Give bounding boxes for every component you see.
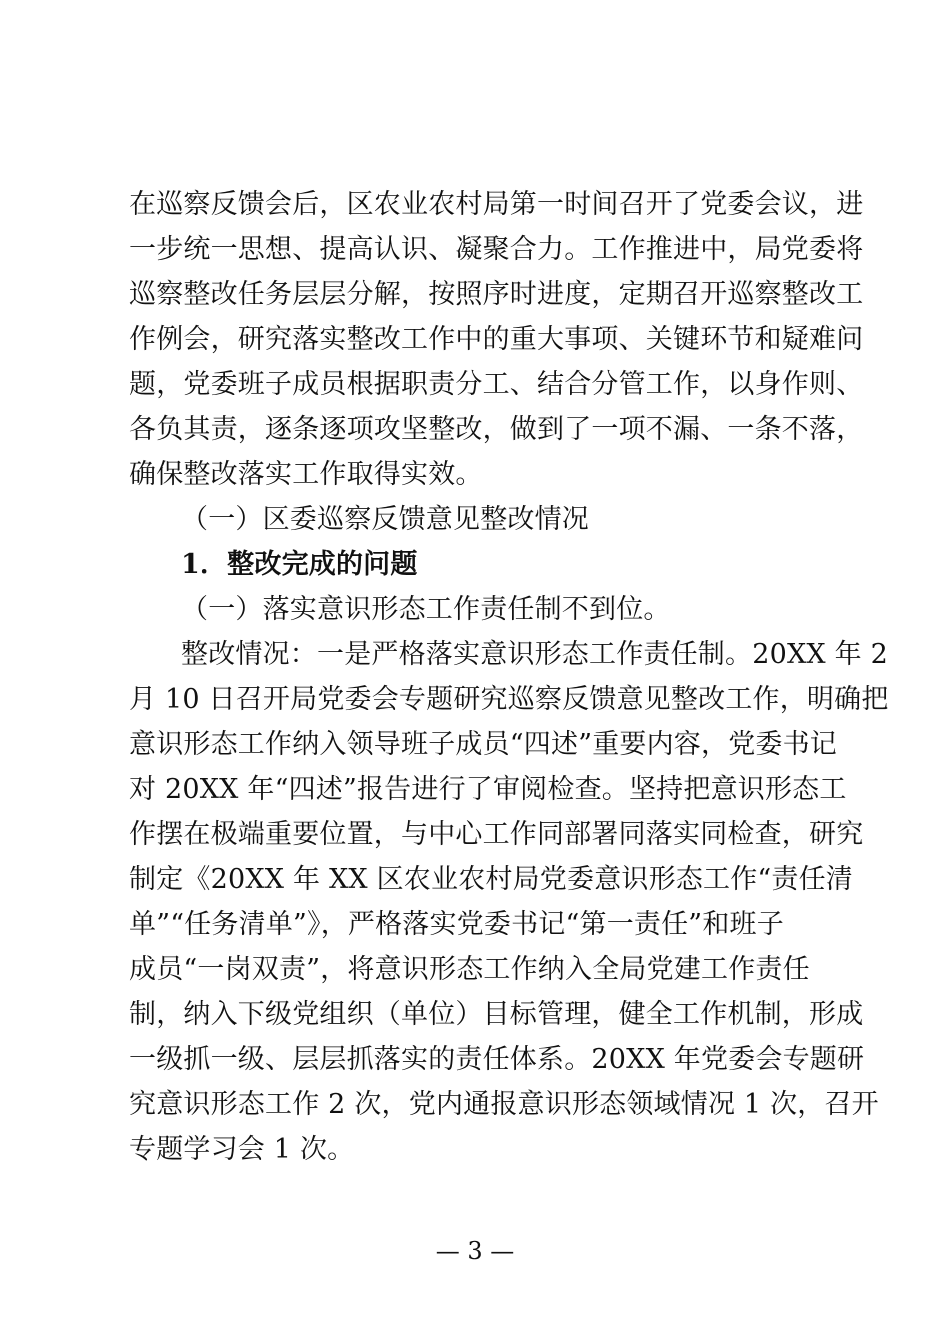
paragraph-line: 各负其责，逐条逐项攻坚整改，做到了一项不漏、一条不落， xyxy=(129,414,864,445)
paragraph-line: 整改情况：一是严格落实意识形态工作责任制。20XX 年 2 xyxy=(181,639,888,670)
paragraph-line: 一步统一思想、提高认识、凝聚合力。工作推进中，局党委将 xyxy=(129,234,864,265)
paragraph-line: 在巡察反馈会后，区农业农村局第一时间召开了党委会议，进 xyxy=(129,189,864,220)
paragraph-line: 制定《20XX 年 XX 区农业农村局党委意识形态工作“责任清 xyxy=(129,864,853,895)
paragraph-line: 成员“一岗双责”，将意识形态工作纳入全局党建工作责任 xyxy=(129,954,810,985)
paragraph-line: 作摆在极端重要位置，与中心工作同部署同落实同检查，研究 xyxy=(129,819,864,850)
subsection-heading: 1．整改完成的问题 xyxy=(181,549,418,580)
paragraph-line: 月 10 日召开局党委会专题研究巡察反馈意见整改工作，明确把 xyxy=(129,684,889,715)
section-heading: （一）区委巡察反馈意见整改情况 xyxy=(181,504,589,535)
paragraph-line: 题，党委班子成员根据职责分工、结合分管工作，以身作则、 xyxy=(129,369,864,400)
paragraph-line: 意识形态工作纳入领导班子成员“四述”重要内容，党委书记 xyxy=(129,729,838,760)
page-number: — 3 — xyxy=(435,1237,515,1265)
paragraph-line: 专题学习会 1 次。 xyxy=(129,1134,355,1165)
paragraph-line: 一级抓一级、层层抓落实的责任体系。20XX 年党委会专题研 xyxy=(129,1044,865,1075)
paragraph-line: 巡察整改任务层层分解，按照序时进度，定期召开巡察整改工 xyxy=(129,279,864,310)
item-heading: （一）落实意识形态工作责任制不到位。 xyxy=(181,594,671,625)
paragraph-line: 作例会，研究落实整改工作中的重大事项、关键环节和疑难问 xyxy=(129,324,864,355)
document-body xyxy=(129,182,889,1172)
paragraph-line: 制，纳入下级党组织（单位）目标管理，健全工作机制，形成 xyxy=(129,999,864,1030)
paragraph-line: 对 20XX 年“四述”报告进行了审阅检查。坚持把意识形态工 xyxy=(129,774,847,805)
paragraph-line: 究意识形态工作 2 次，党内通报意识形态领域情况 1 次，召开 xyxy=(129,1089,879,1120)
paragraph-line: 单”“任务清单”》，严格落实党委书记“第一责任”和班子 xyxy=(129,909,784,940)
paragraph-line: 确保整改落实工作取得实效。 xyxy=(129,459,483,490)
